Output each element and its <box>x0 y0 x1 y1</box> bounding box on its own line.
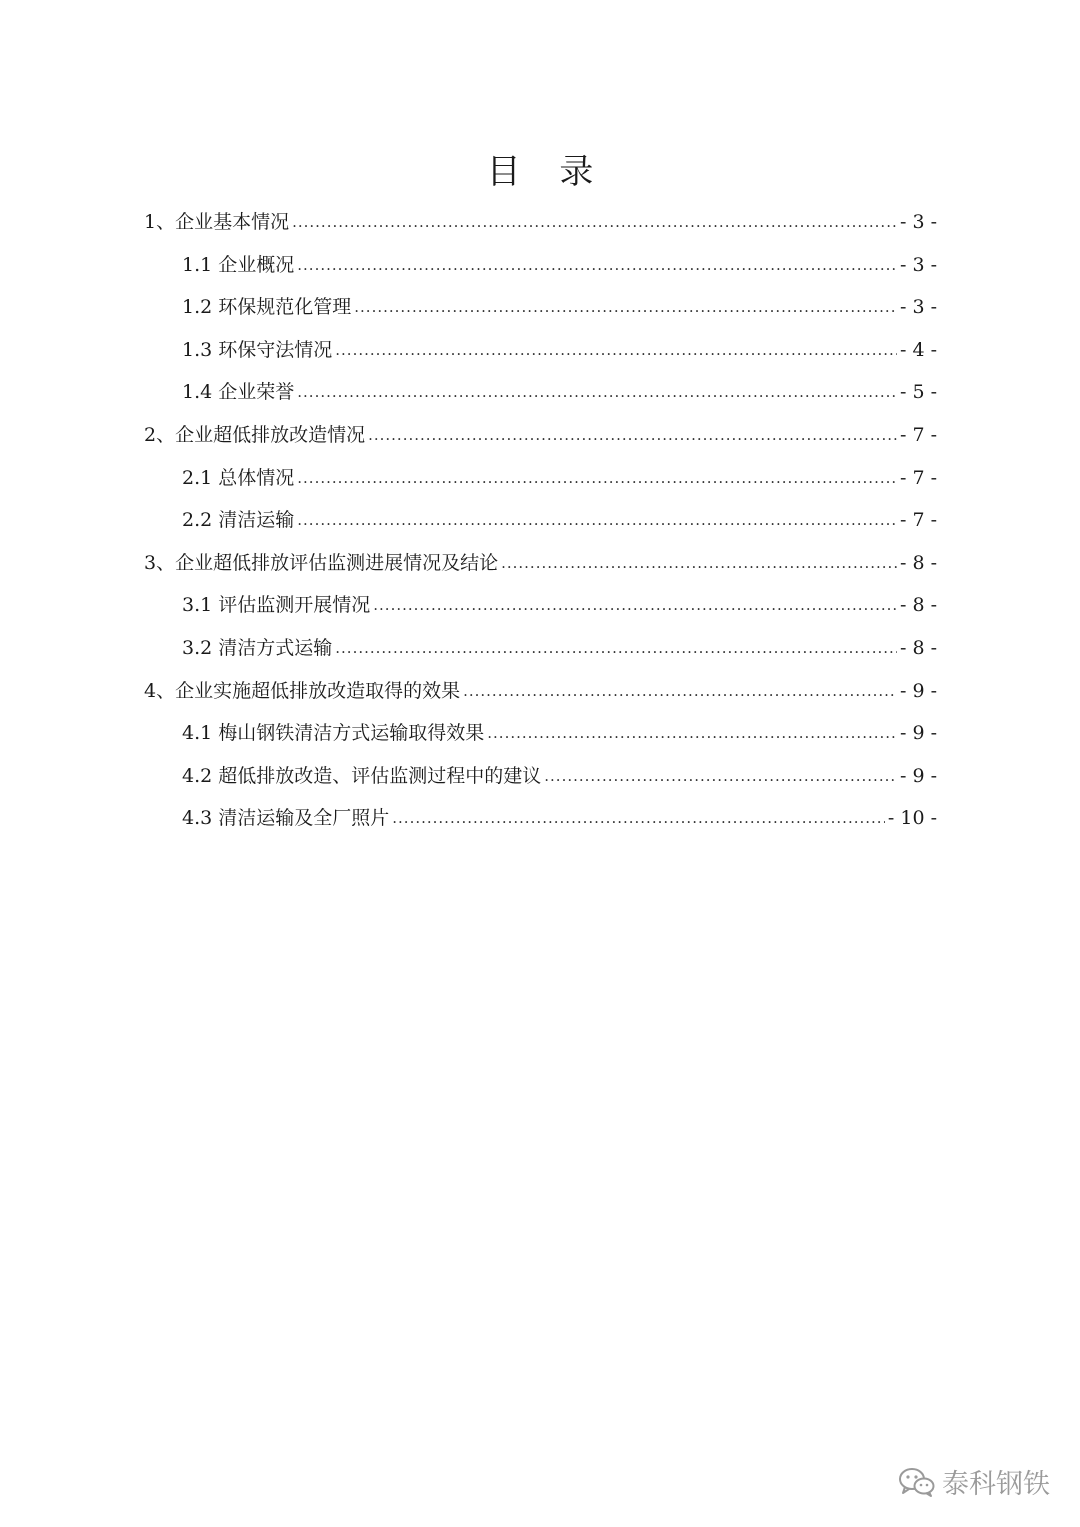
toc-dot-leader <box>487 712 897 755</box>
toc-entry[interactable] <box>144 797 937 840</box>
page-title: 目 录 <box>486 152 608 192</box>
toc-entry[interactable] <box>144 499 937 542</box>
toc-page-number: - 3 - <box>899 296 937 319</box>
toc-entry[interactable] <box>144 286 937 329</box>
toc-dot-leader <box>373 584 897 627</box>
toc-dot-leader <box>544 755 897 798</box>
toc-entry-label: 4.3 清洁运输及全厂照片 <box>182 807 390 830</box>
toc-entry[interactable] <box>144 627 937 670</box>
toc-dot-leader <box>392 797 885 840</box>
toc-entry[interactable] <box>144 542 937 585</box>
toc-dot-leader <box>463 670 897 713</box>
toc-entry-label: 4.2 超低排放改造、评估监测过程中的建议 <box>182 764 542 787</box>
toc-dot-leader <box>354 286 897 329</box>
toc-entry-label: 2.1 总体情况 <box>182 466 295 489</box>
table-of-contents <box>144 201 937 840</box>
toc-page-number: - 4 - <box>899 338 937 361</box>
toc-entry-label: 1.4 企业荣誉 <box>182 381 295 404</box>
toc-page-number: - 9 - <box>899 679 937 702</box>
toc-entry-label: 1.3 环保守法情况 <box>182 338 333 361</box>
toc-dot-leader <box>297 244 897 287</box>
toc-page-number: - 10 - <box>887 807 937 830</box>
toc-page-number: - 7 - <box>899 423 937 446</box>
toc-entry-label: 3.1 评估监测开展情况 <box>182 594 371 617</box>
toc-dot-leader <box>297 371 897 414</box>
toc-entry[interactable] <box>144 371 937 414</box>
toc-entry[interactable] <box>144 329 937 372</box>
toc-page-number: - 7 - <box>899 466 937 489</box>
toc-page-number: - 5 - <box>899 381 937 404</box>
toc-entry-label: 2、企业超低排放改造情况 <box>144 423 366 446</box>
toc-page-number: - 9 - <box>899 764 937 787</box>
toc-dot-leader <box>335 627 897 670</box>
toc-page-number: - 8 - <box>899 636 937 659</box>
watermark-text: 泰科钢铁 <box>942 1469 1050 1500</box>
toc-entry[interactable] <box>144 414 937 457</box>
toc-entry-label: 4.1 梅山钢铁清洁方式运输取得效果 <box>182 722 485 745</box>
toc-page-number: - 3 - <box>899 253 937 276</box>
toc-entry[interactable] <box>144 201 937 244</box>
toc-page-number: - 9 - <box>899 722 937 745</box>
toc-dot-leader <box>501 542 897 585</box>
toc-page-number: - 3 - <box>899 211 937 233</box>
toc-entry[interactable] <box>144 712 937 755</box>
toc-dot-leader <box>292 201 897 244</box>
toc-entry[interactable] <box>144 584 937 627</box>
toc-page-number: - 8 - <box>899 594 937 617</box>
watermark <box>898 1462 1050 1501</box>
toc-entry-label: 2.2 清洁运输 <box>182 509 295 532</box>
toc-entry-label: 3、企业超低排放评估监测进展情况及结论 <box>144 551 499 574</box>
toc-entry[interactable] <box>144 457 937 500</box>
wechat-icon <box>898 1466 936 1498</box>
toc-page-number: - 7 - <box>899 509 937 532</box>
toc-entry-label: 1.1 企业概况 <box>182 253 295 276</box>
toc-entry-label: 4、企业实施超低排放改造取得的效果 <box>144 679 461 702</box>
toc-dot-leader <box>297 499 897 542</box>
toc-entry-label: 1、企业基本情况 <box>144 211 290 233</box>
toc-entry[interactable] <box>144 755 937 798</box>
toc-entry[interactable] <box>144 244 937 287</box>
toc-dot-leader <box>368 414 897 457</box>
toc-dot-leader <box>335 329 897 372</box>
toc-entry[interactable] <box>144 670 937 713</box>
toc-dot-leader <box>297 457 897 500</box>
toc-entry-label: 1.2 环保规范化管理 <box>182 296 352 319</box>
toc-entry-label: 3.2 清洁方式运输 <box>182 636 333 659</box>
toc-page-number: - 8 - <box>899 551 937 574</box>
